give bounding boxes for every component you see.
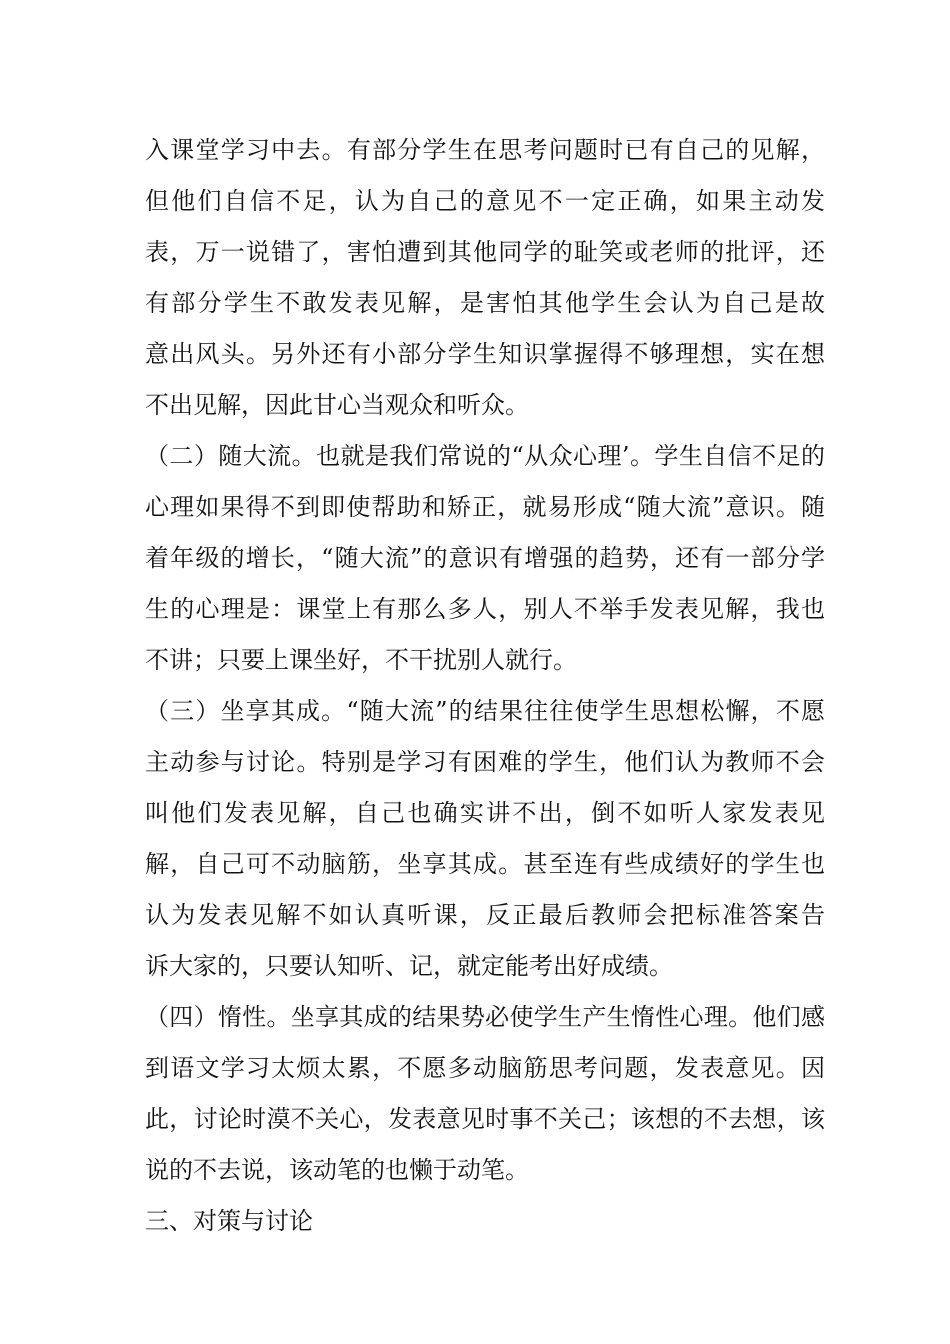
text-line: 三、对策与讨论	[145, 1207, 313, 1235]
text-line: 主动参与讨论。特别是学习有困难的学生，他们认为教师不会	[145, 748, 825, 776]
text-line: 意出风头。另外还有小部分学生知识掌握得不够理想，实在想	[145, 340, 825, 368]
text-line: 着年级的增长，“随大流”的意识有增强的趋势，还有一部分学	[145, 544, 825, 572]
text-line: 心理如果得不到即使帮助和矫正，就易形成“随大流”意识。随	[145, 493, 825, 521]
text-line: 但他们自信不足，认为自己的意见不一定正确，如果主动发	[145, 187, 825, 215]
text-line: 不出见解，因此甘心当观众和听众。	[145, 391, 529, 419]
text-line: 认为发表见解不如认真听课，反正最后教师会把标准答案告	[145, 901, 825, 929]
text-line: （四）惰性。坐享其成的结果势必使学生产生惰性心理。他们感	[145, 1003, 825, 1031]
text-line: 说的不去说，该动笔的也懒于动笔。	[145, 1156, 529, 1184]
text-line: 诉大家的，只要认知听、记，就定能考出好成绩。	[145, 952, 673, 980]
text-line: （三）坐享其成。“随大流”的结果往往使学生思想松懈，不愿	[145, 697, 825, 725]
document-body	[145, 125, 825, 1247]
text-line: 有部分学生不敢发表见解，是害怕其他学生会认为自己是故	[145, 289, 825, 317]
text-line: 叫他们发表见解，自己也确实讲不出，倒不如听人家发表见	[145, 799, 825, 827]
text-line: 此，讨论时漠不关心，发表意见时事不关己；该想的不去想，该	[145, 1105, 825, 1133]
text-line: 到语文学习太烦太累，不愿多动脑筋思考问题，发表意见。因	[145, 1054, 825, 1082]
text-line: 不讲；只要上课坐好，不干扰别人就行。	[145, 646, 577, 674]
text-line: 表，万一说错了，害怕遭到其他同学的耻笑或老师的批评，还	[145, 238, 825, 266]
text-line: （二）随大流。也就是我们常说的“从众心理’。学生自信不足的	[145, 442, 825, 470]
text-line: 解，自己可不动脑筋，坐享其成。甚至连有些成绩好的学生也	[145, 850, 825, 878]
text-line: 入课堂学习中去。有部分学生在思考问题时已有自己的见解，	[145, 136, 825, 164]
text-line: 生的心理是：课堂上有那么多人，别人不举手发表见解，我也	[145, 595, 825, 623]
